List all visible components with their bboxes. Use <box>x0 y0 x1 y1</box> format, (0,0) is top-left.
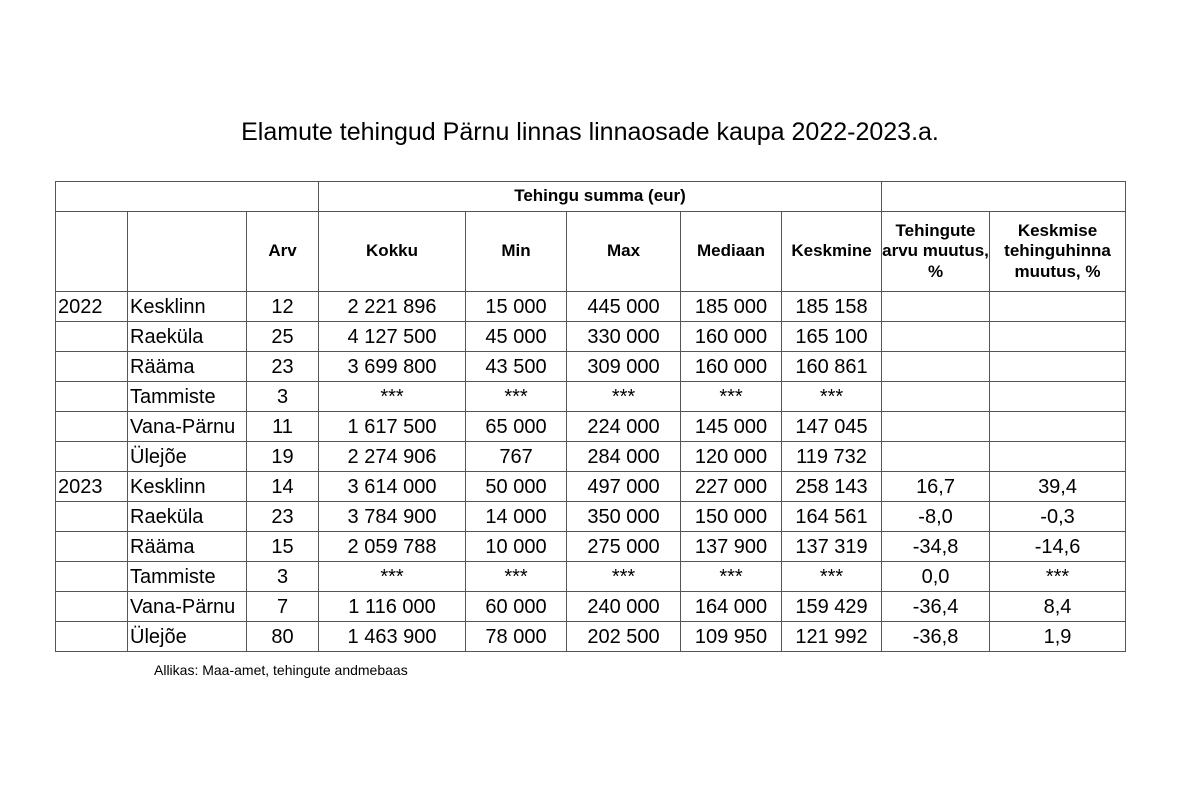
cell-area: Rääma <box>128 352 247 382</box>
cell-kokku: 3 784 900 <box>319 502 466 532</box>
cell-max: 350 000 <box>567 502 681 532</box>
header-tehingu-summa: Tehingu summa (eur) <box>319 182 882 212</box>
cell-year <box>56 442 128 472</box>
cell-area: Kesklinn <box>128 472 247 502</box>
cell-arvu-muutus <box>882 292 990 322</box>
cell-max: 240 000 <box>567 592 681 622</box>
cell-kokku: 1 116 000 <box>319 592 466 622</box>
cell-keskmine: 159 429 <box>782 592 882 622</box>
cell-arvu-muutus: 16,7 <box>882 472 990 502</box>
cell-mediaan: 185 000 <box>681 292 782 322</box>
table-row <box>56 412 1126 442</box>
cell-year <box>56 322 128 352</box>
cell-max: 445 000 <box>567 292 681 322</box>
cell-arvu-muutus <box>882 412 990 442</box>
cell-keskmine: 137 319 <box>782 532 882 562</box>
header-row-columns <box>56 212 1126 292</box>
cell-max: 330 000 <box>567 322 681 352</box>
cell-mediaan: 145 000 <box>681 412 782 442</box>
cell-mediaan: 160 000 <box>681 352 782 382</box>
cell-arv: 12 <box>247 292 319 322</box>
cell-area: Ülejõe <box>128 622 247 652</box>
cell-keskmine: 147 045 <box>782 412 882 442</box>
header-blank-right <box>882 182 1126 212</box>
header-row-group <box>56 182 1126 212</box>
cell-kokku: 1 463 900 <box>319 622 466 652</box>
cell-mediaan: *** <box>681 562 782 592</box>
cell-year <box>56 412 128 442</box>
cell-hinna-muutus <box>990 382 1126 412</box>
cell-area: Raeküla <box>128 322 247 352</box>
cell-hinna-muutus <box>990 322 1126 352</box>
cell-keskmine: 121 992 <box>782 622 882 652</box>
cell-mediaan: 137 900 <box>681 532 782 562</box>
cell-area: Vana-Pärnu <box>128 412 247 442</box>
header-max: Max <box>567 212 681 292</box>
cell-mediaan: 164 000 <box>681 592 782 622</box>
cell-kokku: 3 614 000 <box>319 472 466 502</box>
cell-mediaan: 227 000 <box>681 472 782 502</box>
cell-arvu-muutus: 0,0 <box>882 562 990 592</box>
cell-hinna-muutus <box>990 352 1126 382</box>
header-keskmine: Keskmine <box>782 212 882 292</box>
cell-hinna-muutus: 8,4 <box>990 592 1126 622</box>
cell-arvu-muutus: -34,8 <box>882 532 990 562</box>
header-arvu-muutus: Tehingute arvu muutus, % <box>882 212 990 292</box>
cell-min: 43 500 <box>466 352 567 382</box>
cell-year <box>56 382 128 412</box>
cell-max: 497 000 <box>567 472 681 502</box>
header-min: Min <box>466 212 567 292</box>
cell-arvu-muutus: -8,0 <box>882 502 990 532</box>
cell-year <box>56 562 128 592</box>
cell-arv: 3 <box>247 562 319 592</box>
cell-arvu-muutus: -36,4 <box>882 592 990 622</box>
cell-area: Ülejõe <box>128 442 247 472</box>
cell-max: 309 000 <box>567 352 681 382</box>
cell-kokku: 4 127 500 <box>319 322 466 352</box>
cell-max: 224 000 <box>567 412 681 442</box>
header-kokku: Kokku <box>319 212 466 292</box>
cell-area: Tammiste <box>128 562 247 592</box>
cell-arv: 11 <box>247 412 319 442</box>
cell-hinna-muutus <box>990 292 1126 322</box>
cell-kokku: 2 059 788 <box>319 532 466 562</box>
page-title: Elamute tehingud Pärnu linnas linnaosade kaupa 2022-2023.a. <box>241 118 939 146</box>
cell-hinna-muutus <box>990 442 1126 472</box>
cell-min: 60 000 <box>466 592 567 622</box>
cell-mediaan: 109 950 <box>681 622 782 652</box>
table-row <box>56 502 1126 532</box>
cell-hinna-muutus: 39,4 <box>990 472 1126 502</box>
cell-arvu-muutus: -36,8 <box>882 622 990 652</box>
table-row <box>56 322 1126 352</box>
table-row <box>56 292 1126 322</box>
transactions-table <box>55 181 1126 652</box>
cell-min: 50 000 <box>466 472 567 502</box>
header-area <box>128 212 247 292</box>
cell-arv: 14 <box>247 472 319 502</box>
header-blank <box>56 182 319 212</box>
cell-mediaan: 150 000 <box>681 502 782 532</box>
cell-mediaan: 160 000 <box>681 322 782 352</box>
table-row <box>56 352 1126 382</box>
cell-mediaan: 120 000 <box>681 442 782 472</box>
header-hinna-muutus: Keskmise tehinguhinna muutus, % <box>990 212 1126 292</box>
cell-kokku: 2 221 896 <box>319 292 466 322</box>
cell-arv: 23 <box>247 502 319 532</box>
cell-year: 2022 <box>56 292 128 322</box>
cell-min: 767 <box>466 442 567 472</box>
cell-area: Raeküla <box>128 502 247 532</box>
cell-year <box>56 352 128 382</box>
cell-year <box>56 622 128 652</box>
table-row <box>56 592 1126 622</box>
cell-hinna-muutus <box>990 412 1126 442</box>
cell-max: 284 000 <box>567 442 681 472</box>
cell-hinna-muutus: -0,3 <box>990 502 1126 532</box>
cell-arvu-muutus <box>882 382 990 412</box>
cell-kokku: 3 699 800 <box>319 352 466 382</box>
cell-hinna-muutus: 1,9 <box>990 622 1126 652</box>
cell-keskmine: 119 732 <box>782 442 882 472</box>
table-row <box>56 472 1126 502</box>
header-arv: Arv <box>247 212 319 292</box>
cell-arv: 23 <box>247 352 319 382</box>
cell-min: 65 000 <box>466 412 567 442</box>
cell-min: 78 000 <box>466 622 567 652</box>
cell-kokku: *** <box>319 562 466 592</box>
cell-arv: 80 <box>247 622 319 652</box>
cell-arv: 19 <box>247 442 319 472</box>
cell-area: Tammiste <box>128 382 247 412</box>
cell-year <box>56 592 128 622</box>
cell-year: 2023 <box>56 472 128 502</box>
source-note: Allikas: Maa-amet, tehingute andmebaas <box>154 662 408 678</box>
cell-area: Rääma <box>128 532 247 562</box>
cell-min: 14 000 <box>466 502 567 532</box>
cell-min: *** <box>466 562 567 592</box>
table-body <box>56 292 1126 652</box>
cell-area: Kesklinn <box>128 292 247 322</box>
cell-arv: 3 <box>247 382 319 412</box>
cell-kokku: 2 274 906 <box>319 442 466 472</box>
cell-min: 10 000 <box>466 532 567 562</box>
cell-arvu-muutus <box>882 352 990 382</box>
table-row <box>56 442 1126 472</box>
cell-min: 15 000 <box>466 292 567 322</box>
table-row <box>56 382 1126 412</box>
table-row <box>56 622 1126 652</box>
cell-kokku: 1 617 500 <box>319 412 466 442</box>
cell-area: Vana-Pärnu <box>128 592 247 622</box>
cell-arvu-muutus <box>882 442 990 472</box>
cell-keskmine: 164 561 <box>782 502 882 532</box>
cell-keskmine: 258 143 <box>782 472 882 502</box>
table-row <box>56 532 1126 562</box>
cell-hinna-muutus: -14,6 <box>990 532 1126 562</box>
cell-kokku: *** <box>319 382 466 412</box>
cell-mediaan: *** <box>681 382 782 412</box>
cell-min: 45 000 <box>466 322 567 352</box>
cell-arv: 15 <box>247 532 319 562</box>
header-year <box>56 212 128 292</box>
cell-keskmine: 160 861 <box>782 352 882 382</box>
header-mediaan: Mediaan <box>681 212 782 292</box>
cell-keskmine: *** <box>782 382 882 412</box>
cell-max: *** <box>567 382 681 412</box>
cell-arv: 7 <box>247 592 319 622</box>
cell-hinna-muutus: *** <box>990 562 1126 592</box>
cell-max: 202 500 <box>567 622 681 652</box>
cell-arvu-muutus <box>882 322 990 352</box>
cell-year <box>56 532 128 562</box>
cell-max: 275 000 <box>567 532 681 562</box>
table-row <box>56 562 1126 592</box>
cell-keskmine: 185 158 <box>782 292 882 322</box>
cell-year <box>56 502 128 532</box>
cell-min: *** <box>466 382 567 412</box>
cell-max: *** <box>567 562 681 592</box>
cell-arv: 25 <box>247 322 319 352</box>
cell-keskmine: *** <box>782 562 882 592</box>
cell-keskmine: 165 100 <box>782 322 882 352</box>
